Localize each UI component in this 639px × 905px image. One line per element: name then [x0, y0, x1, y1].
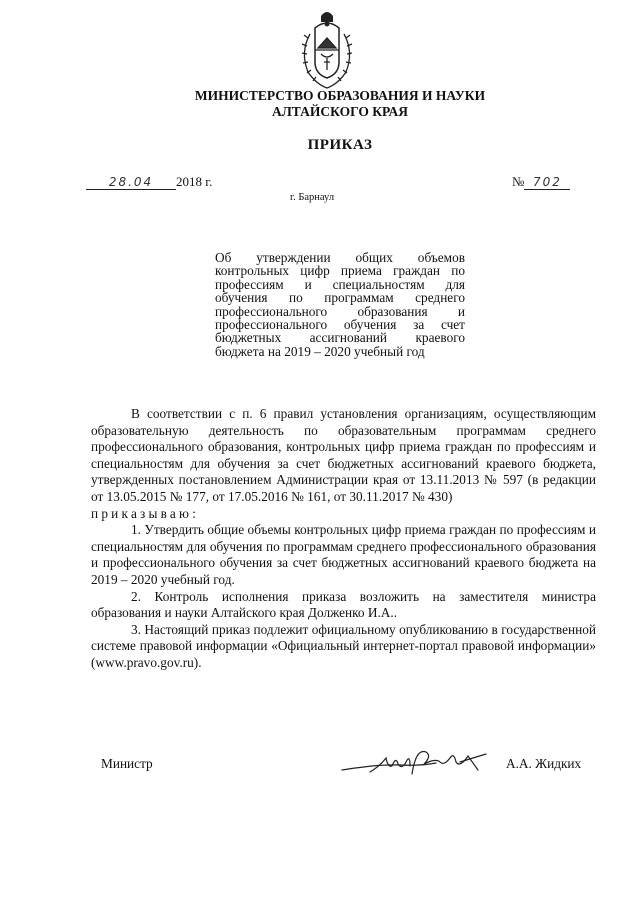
document-date [86, 174, 212, 190]
document-title: Об утверждении общих объемов контрольных цифр приема граждан по профессиям и специальностям для обучения по программам среднего профессионального образования и профессионального обучения за счет бюджетных ассигнований краевого бюджета на 2019 – 2020 учебный год [215, 250, 465, 359]
ministry-name [120, 88, 560, 120]
order-item-3: 3. Настоящий приказ подлежит официальному опубликованию в государственной системе правовой информации «Официальный интернет-портал правовой информации» (www.pravo.gov.ru). [91, 621, 596, 670]
document-body [91, 406, 596, 672]
order-item-2: 2. Контроль исполнения приказа возложить на заместителя министра образования и науки Алтайского края Долженко И.А.. [91, 588, 596, 621]
document-number [512, 174, 570, 190]
preamble-paragraph: В соответствии с п. 6 правил установления организациям, осуществляющим образовательную деятельность по образовательным программам среднего профессионального образования, контрольных цифр приема граждан по профессиям и специальностям для обучения за счет бюджетных ассигнований краевого бюджета, утвержденных постановлением Администрации края от 13.11.2013 № 597 (в редакции от 13.05.2015 № 177, от 17.05.2016 № 161, от 30.11.2017 № 430) [91, 406, 596, 504]
coat-of-arms-icon [296, 4, 358, 92]
document-city: г. Барнаул [290, 192, 335, 203]
order-item-1: 1. Утвердить общие объемы контрольных цифр приема граждан по профессиям и специальностям для обучения по программам среднего профессионального образования и профессионального обучения за счет бюджетных ассигнований краевого бюджета на 2019 – 2020 учебный год. [91, 522, 596, 587]
handwritten-number: 702 [524, 175, 570, 190]
ministry-name-line1: МИНИСТЕРСТВО ОБРАЗОВАНИЯ И НАУКИ [194, 88, 486, 103]
signatory-role: Министр [101, 756, 153, 771]
number-label: № [512, 174, 525, 189]
handwritten-date: 28.04 [86, 175, 176, 190]
command-word: приказываю: [91, 505, 200, 521]
date-year: 2018 г. [176, 174, 213, 189]
signatory-name: А.А. Жидких [506, 756, 582, 771]
ministry-name-line2: АЛТАЙСКОГО КРАЯ [271, 104, 409, 119]
document-type: ПРИКАЗ [307, 137, 373, 153]
handwritten-signature-icon [340, 744, 500, 780]
